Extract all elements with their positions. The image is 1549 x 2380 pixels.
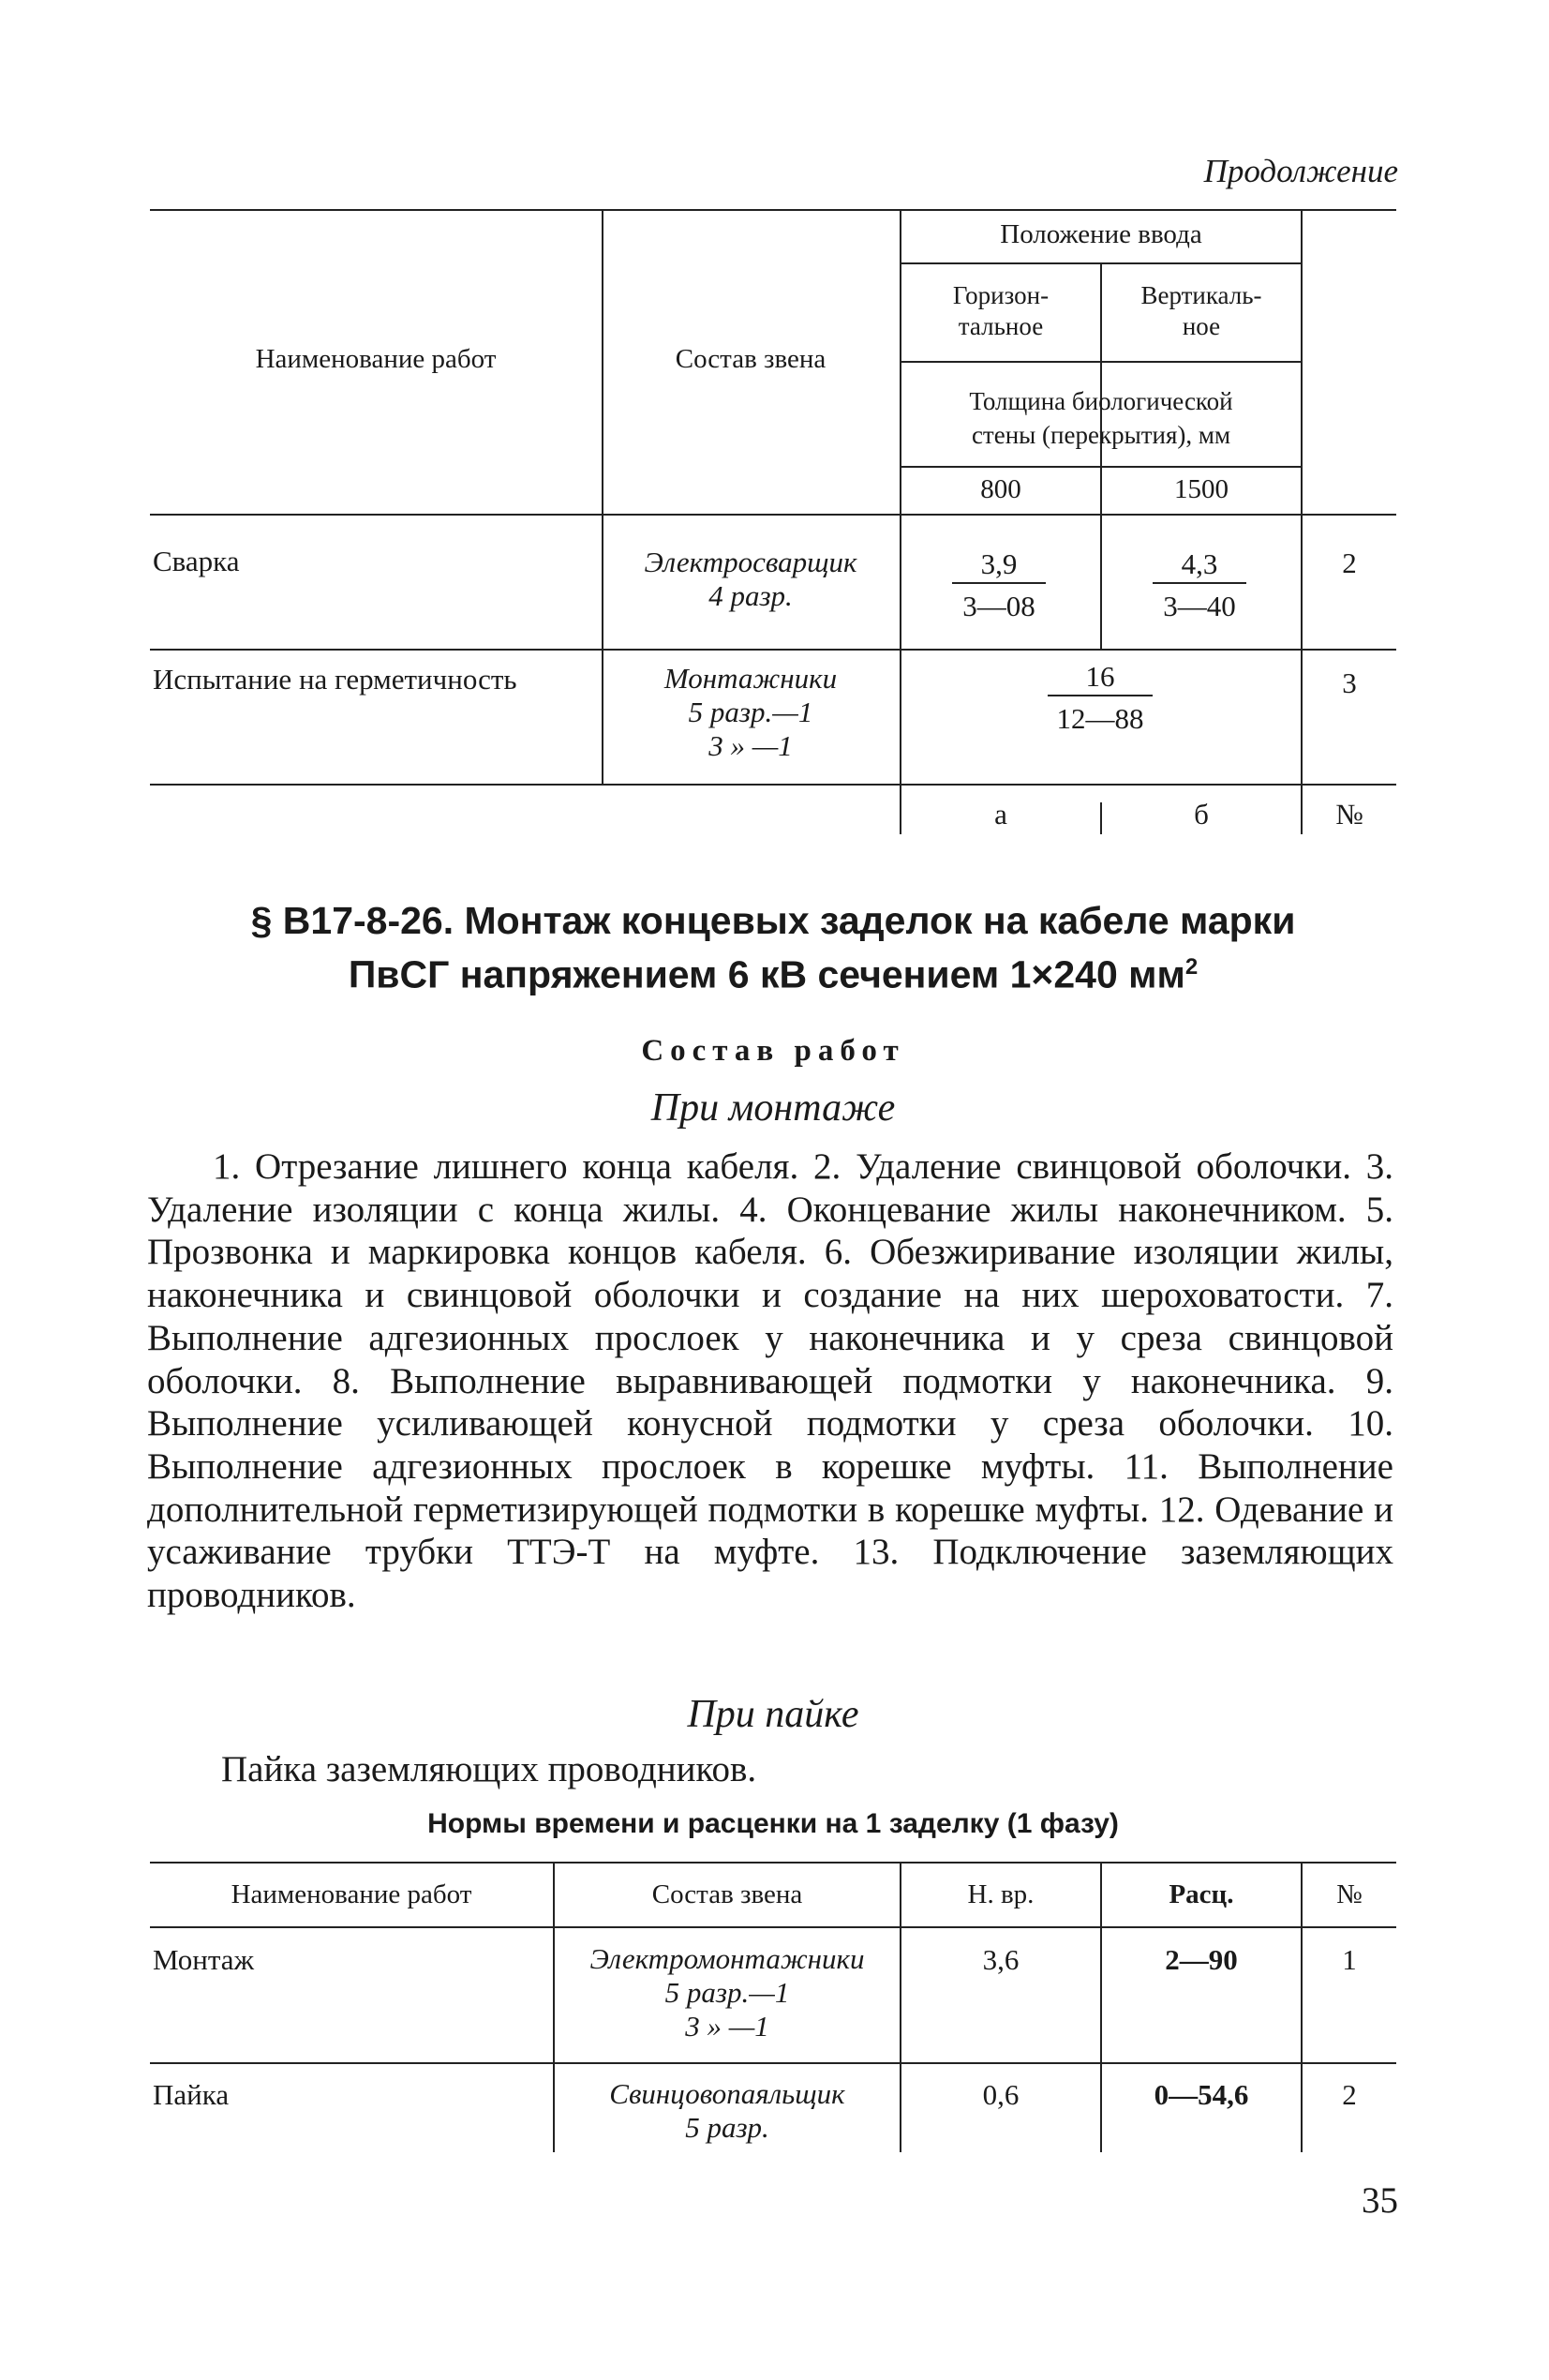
table2-header-crew: Состав звена bbox=[651, 1879, 803, 1909]
table2-header-rule bbox=[150, 1926, 1396, 1928]
table2-header-number: № bbox=[1336, 1879, 1363, 1909]
soldering-text: Пайка заземляющих проводников. bbox=[221, 1749, 757, 1789]
table1-header-horizontal-line: тальное bbox=[958, 312, 1044, 340]
table1-row1-crew-line: Электросварщик bbox=[644, 546, 857, 578]
table1-header-horizontal bbox=[901, 280, 1100, 342]
table-row: Пайка bbox=[153, 2078, 230, 2111]
table1-col-divider bbox=[1301, 209, 1303, 834]
table1-header-name: Наименование работ bbox=[255, 344, 497, 374]
table2-header-name: Наименование работ bbox=[231, 1879, 472, 1909]
table1-top-rule bbox=[150, 209, 1396, 211]
mounting-text: 1. Отрезание лишнего конца кабеля. 2. Удаление свинцовой оболочки. 3. Удаление изоляции с конца жилы. 4. Оконцевание жилы наконечником. 5. Прозвонка и маркировка концов кабеля. 6. Обезжиривание изоляции жилы, наконечника и свинцовой оболочки и создание на них шероховатости. 7. Выполнение адгезионных прослоек у наконечника и у среза свинцовой оболочки. 8. Выполнение выравнивающей подмотки у наконечника. 9. Выполнение усиливающей конусной подмотки у среза оболочки. 10. Выполнение адгезионных прослоек в корешке муфты. 11. Выполнение дополнительной герметизирующей подмотки в корешке муфты. 12. Одевание и усаживание трубки ТТЭ-Т на муфте. 13. Подключение заземляющих проводников. bbox=[147, 1146, 1393, 1616]
table1-header-thickness-line: Толщина биологической bbox=[969, 387, 1233, 415]
table1-header-position: Положение ввода bbox=[1000, 219, 1202, 249]
table-row: Монтаж bbox=[153, 1943, 254, 1976]
norms-table-title: Нормы времени и расценки на 1 заделку (1 фазу) bbox=[427, 1808, 1119, 1839]
table1-header-vertical bbox=[1102, 280, 1301, 342]
fraction-denominator: 3—40 bbox=[1163, 590, 1236, 622]
table2-row1-norm: 3,6 bbox=[982, 1943, 1020, 1976]
table1-row2-fraction bbox=[1048, 662, 1153, 733]
work-composition-heading: Состав работ bbox=[641, 1034, 905, 1068]
table1-footer-b: б bbox=[1194, 798, 1209, 831]
table1-row1-crew-line: 4 разр. bbox=[708, 579, 793, 612]
table2-row2-crew-line: Свинцовопаяльщик bbox=[609, 2077, 845, 2110]
table2-row1-crew-line: 3 » —1 bbox=[685, 2010, 769, 2043]
table1-row2-number: 3 bbox=[1342, 666, 1357, 699]
table2-row2-number: 2 bbox=[1342, 2078, 1357, 2111]
table1-header-1500: 1500 bbox=[1174, 474, 1229, 504]
table1-header-vertical-line: ное bbox=[1182, 312, 1221, 340]
table-row: Сварка bbox=[153, 545, 240, 577]
fraction-denominator: 12—88 bbox=[1056, 702, 1144, 735]
table1-footer-number: № bbox=[1335, 798, 1363, 831]
section-title-line: § В17-8-26. Монтаж концевых заделок на кабеле марки bbox=[250, 899, 1296, 942]
fraction-denominator: 3—08 bbox=[962, 590, 1035, 622]
table1-footer-a: а bbox=[994, 798, 1007, 831]
fraction-numerator: 4,3 bbox=[1153, 549, 1246, 584]
fraction-numerator: 3,9 bbox=[952, 549, 1046, 584]
mounting-heading: При монтаже bbox=[650, 1086, 896, 1130]
table2-row2-crew bbox=[555, 2077, 900, 2145]
table1-header-horizontal-line: Горизон- bbox=[952, 281, 1050, 309]
table1-row1-col-a-fraction bbox=[952, 549, 1046, 621]
table1-row2-crew-line: Монтажники bbox=[663, 662, 838, 695]
table2-row2-norm: 0,6 bbox=[982, 2078, 1020, 2111]
table1-header-crew: Состав звена bbox=[675, 344, 827, 374]
table1-header-thickness bbox=[901, 384, 1301, 452]
fraction-numerator: 16 bbox=[1048, 662, 1153, 696]
table2-row1-rate: 2—90 bbox=[1165, 1943, 1238, 1976]
table1-row2-crew-line: 5 разр.—1 bbox=[688, 696, 813, 728]
table2-row-rule bbox=[150, 2062, 1396, 2064]
table2-row1-crew-line: 5 разр.—1 bbox=[664, 1976, 790, 2009]
table1-bottom-rule bbox=[150, 784, 1396, 786]
table1-row1-crew bbox=[602, 546, 900, 613]
soldering-heading: При пайке bbox=[687, 1693, 859, 1736]
table1-row2-crew bbox=[602, 662, 900, 763]
table2-header-norm: Н. вр. bbox=[967, 1879, 1035, 1909]
table1-row1-number: 2 bbox=[1342, 546, 1357, 579]
table2-header-rate: Расц. bbox=[1169, 1879, 1234, 1909]
table1-header-rule bbox=[150, 514, 1396, 516]
table1-row2-crew-line: 3 » —1 bbox=[708, 729, 793, 762]
table1-header-800: 800 bbox=[980, 474, 1021, 504]
table2-row2-crew-line: 5 разр. bbox=[685, 2111, 769, 2144]
table1-header-thickness-line: стены (перекрытия), мм bbox=[971, 421, 1231, 449]
table1-row1-col-b-fraction bbox=[1153, 549, 1246, 621]
table1-header-vertical-line: Вертикаль- bbox=[1140, 281, 1262, 309]
table2-row1-crew-line: Электромонтажники bbox=[589, 1942, 865, 1975]
table2-row1-number: 1 bbox=[1342, 1943, 1357, 1976]
table2-row2-rate: 0—54,6 bbox=[1154, 2078, 1249, 2111]
section-title-superscript: 2 bbox=[1184, 954, 1199, 980]
table2-row1-crew bbox=[555, 1942, 900, 2043]
page-number: 35 bbox=[1362, 2180, 1398, 2221]
table-row: Испытание на герметичность bbox=[153, 663, 517, 696]
table2-top-rule bbox=[150, 1862, 1396, 1864]
continuation-label: Продолжение bbox=[1203, 153, 1398, 189]
table1-row-rule bbox=[150, 649, 1396, 651]
section-title bbox=[150, 898, 1396, 998]
section-title-line: ПвСГ напряжением 6 кВ сечением 1×240 мм bbox=[348, 952, 1185, 996]
